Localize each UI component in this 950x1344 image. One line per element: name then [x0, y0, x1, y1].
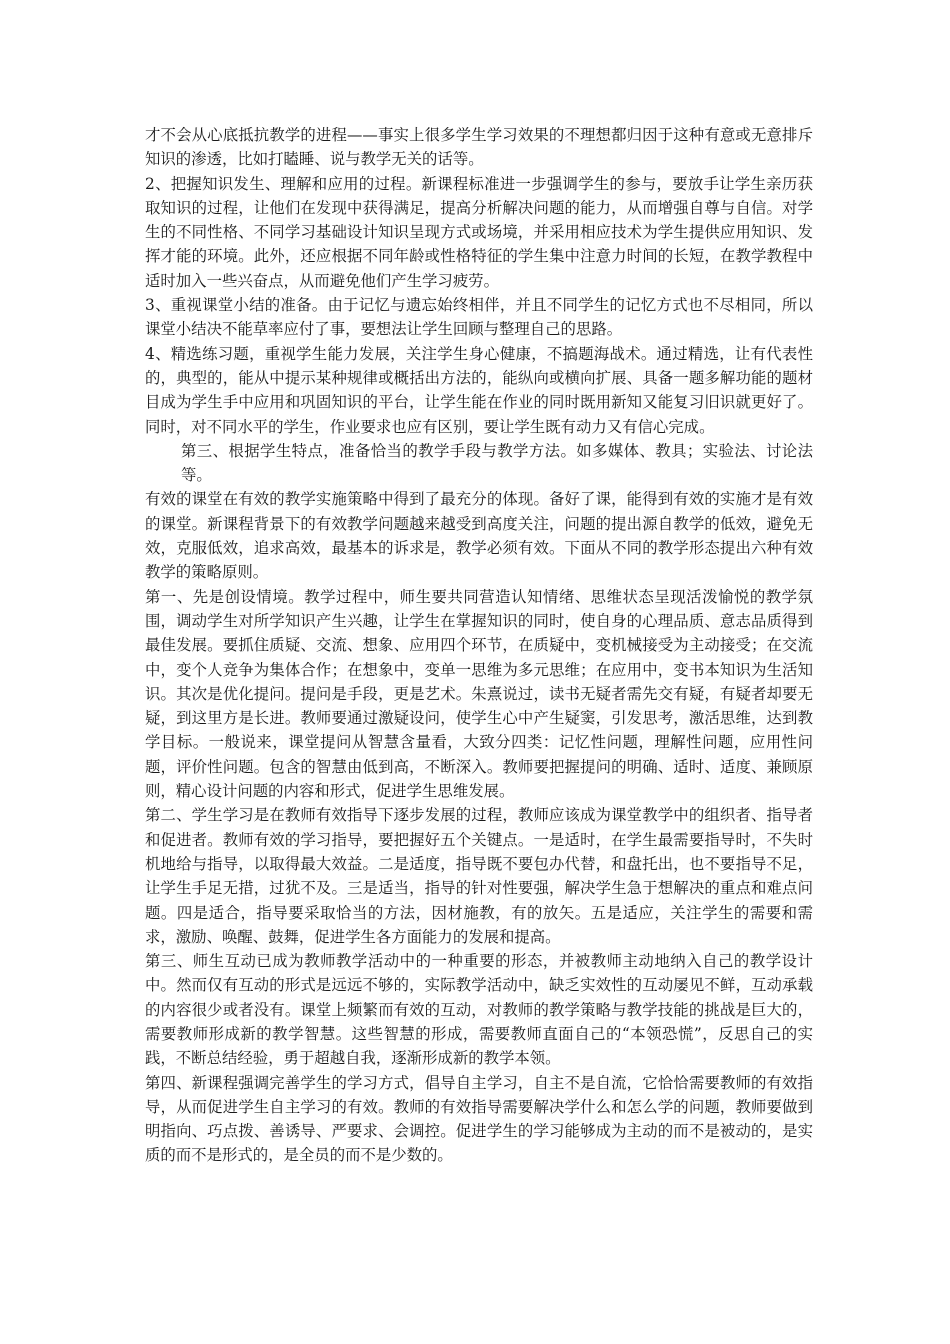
paragraph-10: 第四、新课程强调完善学生的学习方式，倡导自主学习，自主不是自流，它恰恰需要教师的有效指导，从而促进学生自主学习的有效。教师的有效指导需要解决学什么和怎么学的问题，教师要做到明指向、巧点拨、善诱导、严要求、会调控。促进学生的学习能够成为主动的而不是被动的，是实质的而不是形式的，是全员的而不是少数的。: [145, 1073, 813, 1165]
paragraph-8: 第二、学生学习是在教师有效指导下逐步发展的过程，教师应该成为课堂教学中的组织者、指导者和促进者。教师有效的学习指导，要把握好五个关键点。一是适时，在学生最需要指导时，不失时机地给与指导，以取得最大效益。二是适度，指导既不要包办代替，和盘托出，也不要指导不足，让学生手足无措，过犹不及。三是适当，指导的针对性要强，解决学生急于想解决的重点和难点问题。四是适合，指导要采取恰当的方法，因材施教，有的放矢。五是适应，关注学生的需要和需求，激励、唤醒、鼓舞，促进学生各方面能力的发展和提高。: [145, 806, 813, 946]
paragraph-7: 第一、先是创设情境。教学过程中，师生要共同营造认知情绪、思维状态呈现活泼愉悦的教学氛围，调动学生对所学知识产生兴趣，让学生在掌握知识的同时，使自身的心理品质、意志品质得到最佳发展。要抓住质疑、交流、想象、应用四个环节，在质疑中，变机械接受为主动接受；在交流中，变个人竞争为集体合作；在想象中，变单一思维为多元思维；在应用中，变书本知识为生活知识。其次是优化提问。提问是手段，更是艺术。朱熹说过，读书无疑者需先交有疑，有疑者却要无疑，到这里方是长进。教师要通过激疑设问，使学生心中产生疑窦，引发思考，激活思维，达到教学目标。一般说来，课堂提问从智慧含量看，大致分四类：记忆性问题，理解性问题，应用性问题，评价性问题。包含的智慧由低到高，不断深入。教师要把握提问的明确、适时、适度、兼顾原则，精心设计问题的内容和形式，促进学生思维发展。: [145, 587, 813, 801]
paragraph-3: 3、重视课堂小结的准备。由于记忆与遗忘始终相伴，并且不同学生的记忆方式也不尽相同，所以课堂小结决不能草率应付了事，要想法让学生回顾与整理自己的思路。: [145, 296, 813, 339]
paragraph-6: 有效的课堂在有效的教学实施策略中得到了最充分的体现。备好了课，能得到有效的实施才是有效的课堂。新课程背景下的有效教学问题越来越受到高度关注，问题的提出源自教学的低效，避免无效，克服低效，追求高效，最基本的诉求是，教学必须有效。下面从不同的教学形态提出六种有效教学的策略原则。: [145, 490, 813, 582]
paragraph-9: 第三、师生互动已成为教师教学活动中的一种重要的形态，并被教师主动地纳入自己的教学设计中。然而仅有互动的形式是远远不够的，实际教学活动中，缺乏实效性的互动屡见不鲜，互动承载的内容很少或者没有。课堂上频繁而有效的互动，对教师的教学策略与教学技能的挑战是巨大的，需要教师形成新的教学智慧。这些智慧的形成，需要教师直面自己的“本领恐慌”，反思自己的实践，不断总结经验，勇于超越自我，逐渐形成新的教学本领。: [145, 952, 813, 1068]
paragraph-1: 才不会从心底抵抗教学的进程——事实上很多学生学习效果的不理想都归因于这种有意或无意排斥知识的渗透，比如打瞌睡、说与教学无关的话等。: [145, 126, 813, 169]
paragraph-4: 4、精选练习题，重视学生能力发展，关注学生身心健康，不搞题海战术。通过精选，让有代表性的，典型的，能从中提示某种规律或概括出方法的，能纵向或横向扩展、具备一题多解功能的题材目成为学生手中应用和巩固知识的平台，让学生能在作业的同时既用新知又能复习旧识就更好了。同时，对不同水平的学生，作业要求也应有区别，要让学生既有动力又有信心完成。: [145, 344, 813, 436]
paragraph-5: 第三、根据学生特点，准备恰当的教学手段与教学方法。如多媒体、教具；实验法、讨论法等。: [181, 441, 813, 485]
paragraph-2: 2、把握知识发生、理解和应用的过程。新课程标准进一步强调学生的参与，要放手让学生亲历获取知识的过程，让他们在发现中获得满足，提高分析解决问题的能力，从而增强自尊与自信。对学生的不同性格、不同学习基础设计知识呈现方式或场境，并采用相应技术为学生提供应用知识、发挥才能的环境。此外，还应根据不同年龄或性格特征的学生集中注意力时间的长短，在教学教程中适时加入一些兴奋点，从而避免他们产生学习疲劳。: [145, 174, 813, 290]
document-body: [145, 123, 813, 1168]
